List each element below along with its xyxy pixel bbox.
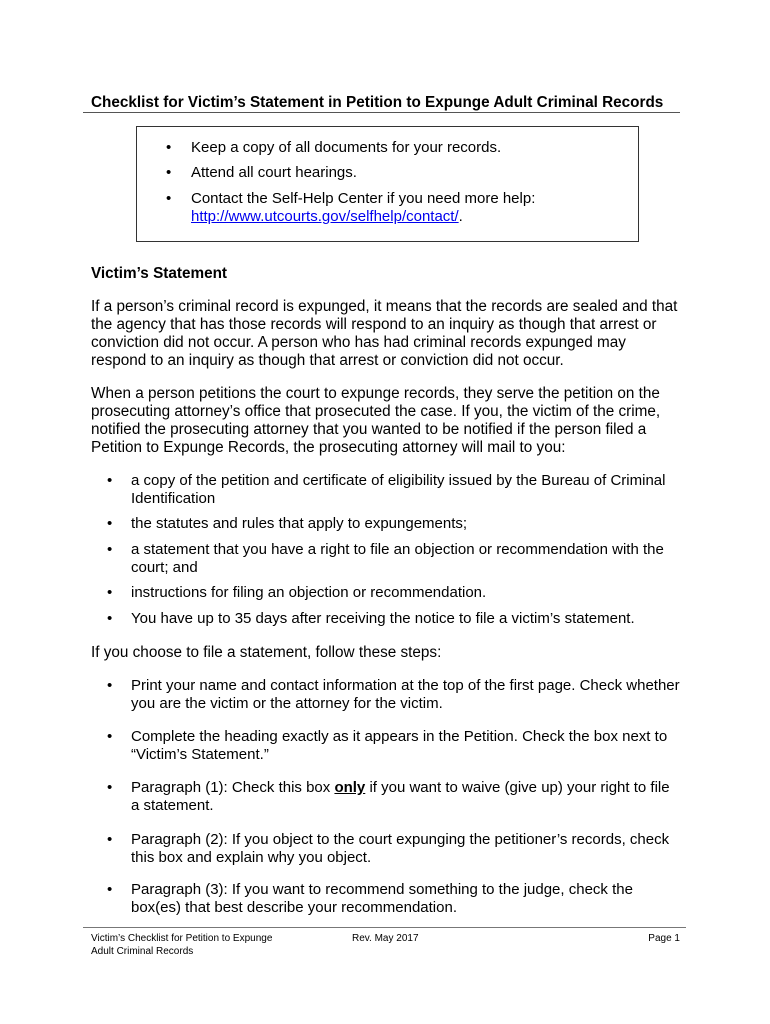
footer-page-number: Page 1 xyxy=(648,933,680,944)
paragraph: If a person’s criminal record is expunged, it means that the records are sealed and that the agency that has those records will respond to an inquiry as though that arrest or conviction did not occur. A person who has had criminal records expunged may respond to an inquiry as though that arrest or conviction did not occur. xyxy=(91,298,678,369)
bullet-icon: • xyxy=(107,779,113,796)
bullet-icon: • xyxy=(107,728,113,745)
footer-rule xyxy=(83,927,686,928)
section-heading: Victim’s Statement xyxy=(91,265,228,282)
bullet-icon: • xyxy=(107,881,113,898)
paragraph: When a person petitions the court to expunge records, they serve the petition on the prosecuting attorney’s office that prosecuted the case. If you, the victim of the crime, notified the prosecuting attorney that you wanted to be notified if the person filed a Petition to Expunge Records, the prosecuting attorney will mail to you: xyxy=(91,385,661,456)
bullet-icon: • xyxy=(107,541,113,558)
footer-revision: Rev. May 2017 xyxy=(352,933,419,944)
bullet-icon: • xyxy=(166,164,172,181)
steps-intro: If you choose to file a statement, follow these steps: xyxy=(91,644,442,661)
title-rule xyxy=(83,112,680,113)
emphasis-only: only xyxy=(334,779,366,796)
bullet-icon: • xyxy=(107,584,113,601)
page-title: Checklist for Victim’s Statement in Petition to Expunge Adult Criminal Records xyxy=(91,94,664,111)
footer-title: Victim’s Checklist for Petition to Expunge Adult Criminal Records xyxy=(91,933,273,957)
bullet-icon: • xyxy=(107,831,113,848)
bullet-icon: • xyxy=(107,610,113,627)
self-help-link[interactable]: http://www.utcourts.gov/selfhelp/contact/ xyxy=(191,208,459,225)
bullet-icon: • xyxy=(107,677,113,694)
bullet-icon: • xyxy=(107,515,113,532)
bullet-icon: • xyxy=(107,472,113,489)
bullet-icon: • xyxy=(166,190,172,207)
bullet-icon: • xyxy=(166,139,172,156)
